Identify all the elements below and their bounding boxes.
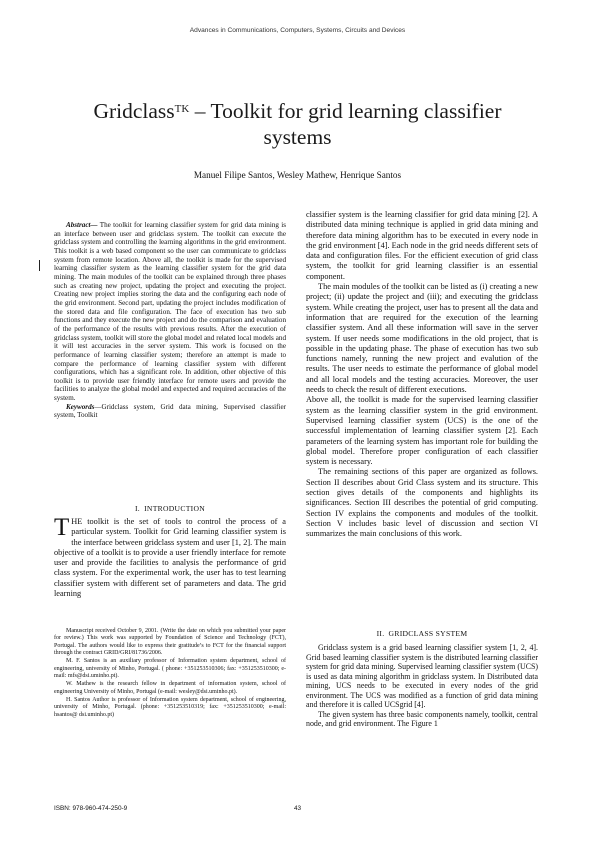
- paper-title: [60, 98, 535, 150]
- keywords-label: Keywords: [66, 402, 95, 411]
- right-paragraph-3: Above all, the toolkit is made for the supervised learning classifier system as the learning classifier system in the grid environment. Supervised learning classifier system (UCS) is the one of the successful implementation of learning classifier system [2]. Each parameters of the learning system has important role for building the global model. Therefore proper configuration of each classifier system is necessary.: [306, 395, 538, 467]
- section-2-heading: II. GRIDCLASS SYSTEM: [376, 629, 468, 638]
- footnote-3: W. Mathew is the research fellow in department of information system, school of engineering University of Minho, Portugal (e-mail: wesley@dsi.uminho.pt).: [54, 681, 286, 695]
- section-2-paragraph-2: The given system has three basic components namely, toolkit, central node, and grid environment. The Figure 1: [306, 709, 538, 728]
- section-2-paragraph-1: Gridclass system is a grid based learning classifier system [1, 2, 4]. Grid based learning classifier system is the distributed learning classifier system for grid data mining. Supervised learning classifier system (UCS) is used as data mining algorithm in gridclass system. In Distributed data mining, UCS needs to be executed in every nodes of the grid environment. The UCS was modified as a function of grid data mining and therefore it is called UCSgrid [4].: [306, 643, 538, 709]
- section-1-heading: I. INTRODUCTION: [134, 504, 206, 513]
- footnote-2: M. F. Santos is an auxiliary professor of Information system department, school of engineering, university of Minho, Portugal. ( phone: +351253510306; fax: +351253510300; e-mail: mfs@dsi.uminho.pt).: [54, 658, 286, 680]
- right-column-text: [306, 210, 538, 540]
- abstract-text: The toolkit for learning classifier system for grid data mining is an interface between user and gridclass system. The toolkit can execute the gridclass system and controlling the learning algorithms in the grid environment. This toolkit is a web based component so the user can communicate to gridclass system from remote location. Above all, the toolkit is made for the supervised learning classifier system as the learning classifier system for the grid data mining. The main modules of the toolkit can be explained through three phases such as creating new project, updating the project and executing the project. Creating new project implies storing the data and the configuring each node of the grid environment. Second part, updating the project includes modification of the stored data and file configuration. The face of execution has two sub functions and they execute the new project and do the comparison and evaluation of the performance of the results with previous results. After the execution of gridclass system, toolkit will store the global model and related local models and it will test accuracies in the server system. This work is focused on the performance of learning classifier system; therefore an attempt is made to compare the performance of learning classifier system with different configurations, which has a significant role. In addition, other objective of this toolkit is to provide user friendly interface for remote users and provide the facilities to analyze the global model and expected and required accuracies of the system.: [54, 221, 286, 403]
- footnotes: [54, 628, 286, 720]
- footnote-1: Manuscript received October 9, 2001. (Write the date on which you submitted your paper for review.) This work was supported by Foundation of Science and Technology (FCT), Portugal. The authors would like to express their gratitude’s to FCT for the financial support through the contract GRID/GRI/81736/2006.: [54, 628, 286, 657]
- right-paragraph-4: The remaining sections of this paper are organized as follows. Section II describes about Grid Class system and its structure. This section gives details of the components and highlights its significances. Section III describes the potential of grid computing. Section IV explains the components and modules of the toolkit. Section V includes basic level of discussion and section VI summarizes the main conclusions of this work.: [306, 467, 538, 539]
- right-paragraph-1: classifier system is the learning classifier for grid data mining [2]. A distributed data mining technique is applied in grid data mining and therefore data mining algorithm has to be executed in every node in the grid environment [4]. Each node in the grid needs different sets of data and configuration files. For the efficient execution of grid class system, the toolkit for grid learning classifier is an essential component.: [306, 210, 538, 281]
- introduction-paragraph: [54, 514, 286, 599]
- abstract-label: Abstract—: [66, 221, 98, 229]
- title-rest: – Toolkit for grid learning classifier systems: [189, 99, 502, 149]
- title-superscript: TK: [174, 103, 190, 115]
- page-number: 43: [293, 805, 302, 812]
- keywords-paragraph: [54, 403, 286, 420]
- footnote-4: H. Santos Author is professor of Information system department, school of engineering, university of Minho, Portugal. (phone: +351253510319; fax: +351253510300; e-mail: hsantos@ dsi.uminho.pt): [54, 697, 286, 718]
- intro-text: HE toolkit is the set of tools to control the process of a particular system. Toolkit for Grid learning classifier system is the interface between gridclass system and user [1, 2]. The main objective of a toolkit is to provide a user friendly interface for remote user and provide the facilities to analysis the performance of grid class system. For the experimental work, the user has to test learning classifier system with different set of parameters and data. The grid learning: [54, 517, 286, 599]
- right-paragraph-2: The main modules of the toolkit can be listed as (i) creating a new project; (ii) update the project and (iii); and executing the gridclass system. While creating the project, user has to present all the data and information that are required for the execution of the learning classifier system. And all these information will save in the server system. If user needs some modifications in the old project, that is possible in the updating phase. The phase of execution has two sub functions namely, running the new project and evalution of the results. The user needs to estimate the performance of global model and all local models and the testing accuracies. Moreover, the user needs to check the result of different executions.: [306, 282, 538, 395]
- change-bar: [39, 260, 40, 271]
- drop-cap: T: [54, 514, 70, 541]
- section-2-body: [306, 643, 538, 729]
- running-header: Advances in Communications, Computers, Systems, Circuits and Devices: [189, 27, 406, 34]
- abstract-paragraph: [54, 221, 286, 403]
- intro-text-paragraph: [54, 514, 286, 599]
- abstract-block: [54, 221, 286, 420]
- author-list: Manuel Filipe Santos, Wesley Mathew, Henrique Santos: [193, 170, 402, 180]
- title-main: Gridclass: [93, 99, 175, 123]
- keywords-text: —Gridclass system, Grid data mining, Supervised classifier system, Toolkit: [54, 402, 286, 420]
- isbn-footer: ISBN: 978-960-474-250-9: [54, 805, 128, 812]
